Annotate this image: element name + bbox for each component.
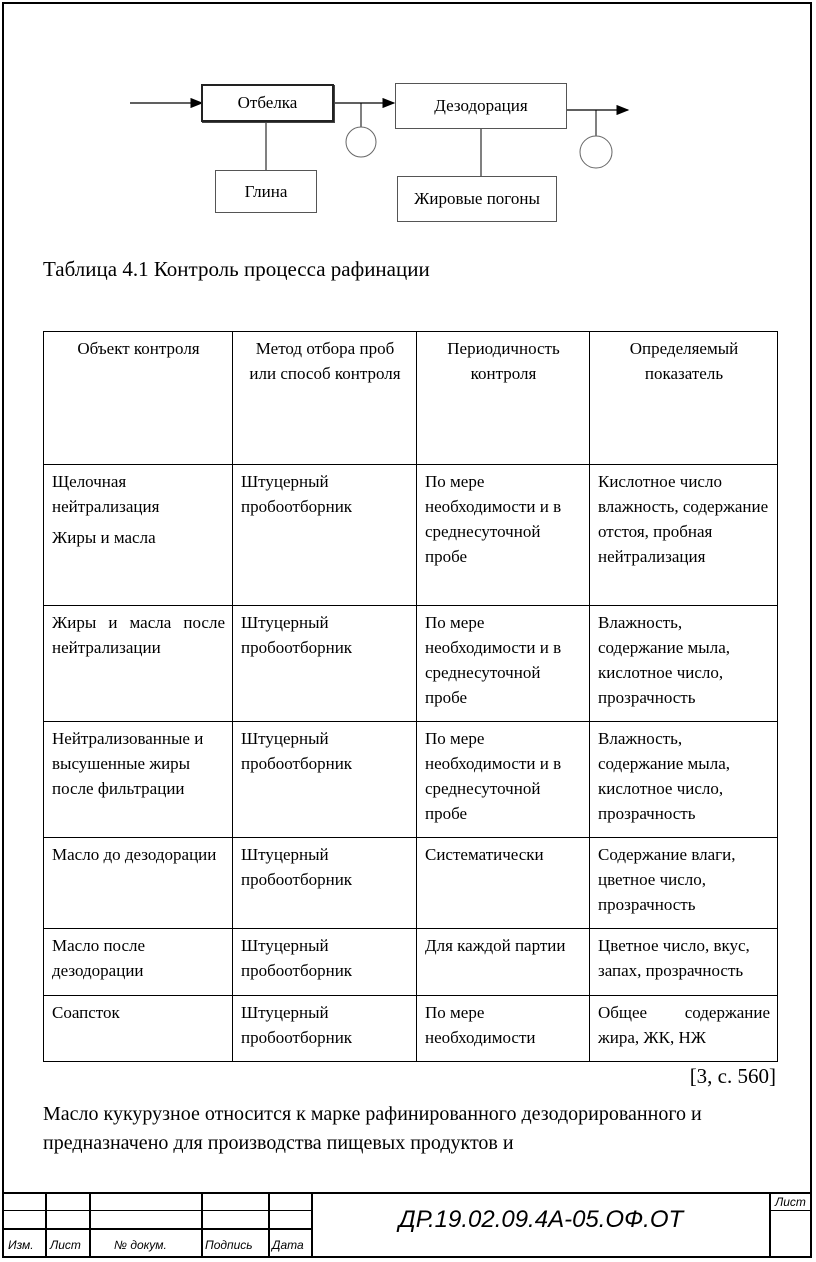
header-method: Метод отбора проб или способ контроля bbox=[233, 332, 417, 465]
cell-object: Масло после дезодорации bbox=[44, 929, 233, 996]
otbelka-label: Отбелка bbox=[237, 93, 298, 112]
document-code: ДР.19.02.09.4А-05.ОФ.ОТ bbox=[398, 1206, 684, 1233]
cell-period: Для каждой партии bbox=[417, 929, 590, 996]
glina-label: Глина bbox=[244, 181, 288, 201]
header-object: Объект контроля bbox=[44, 332, 233, 465]
zhirovye-pogony-box bbox=[397, 176, 557, 222]
cell-object: Масло до дезодорации bbox=[44, 838, 233, 929]
stamp-row-line bbox=[2, 1210, 312, 1211]
cell-method: Штуцерный пробоотборник bbox=[233, 996, 417, 1062]
cell-object-extra: Жиры и масла bbox=[52, 528, 156, 547]
otbelka-box bbox=[201, 84, 334, 122]
control-table bbox=[43, 331, 778, 1062]
stamp-label-podpis: Подпись bbox=[205, 1238, 253, 1252]
glina-box bbox=[215, 170, 317, 213]
cell-indicator: Влажность, содержание мыла, кислотное число, прозрачность bbox=[590, 606, 778, 722]
cell-method: Штуцерный пробоотборник bbox=[233, 465, 417, 606]
stamp-col-line bbox=[89, 1192, 91, 1258]
header-period: Периодичность контроля bbox=[417, 332, 590, 465]
stamp-label-sheet: Лист bbox=[775, 1195, 806, 1209]
cell-method: Штуцерный пробоотборник bbox=[233, 838, 417, 929]
cell-method: Штуцерный пробоотборник bbox=[233, 722, 417, 838]
cell-object-text: Щелочная нейтрализация bbox=[52, 472, 160, 516]
cell-method: Штуцерный пробоотборник bbox=[233, 606, 417, 722]
stamp-label-list: Лист bbox=[50, 1238, 81, 1252]
cell-object: Нейтрализованные и высушенные жиры после фильтрации bbox=[44, 722, 233, 838]
stamp-row-line bbox=[2, 1228, 312, 1230]
cell-indicator: Влажность, содержание мыла, кислотное число, прозрачность bbox=[590, 722, 778, 838]
dezodoraciya-label: Дезодорация bbox=[434, 96, 528, 115]
cell-period: По мере необходимости и в среднесуточной пробе bbox=[417, 606, 590, 722]
cell-object: Соапсток bbox=[44, 996, 233, 1062]
body-paragraph: Масло кукурузное относится к марке рафинированного дезодорированного и предназначено для производства пищевых продуктов и bbox=[43, 1103, 702, 1154]
cell-indicator: Цветное число, вкус, запах, прозрачность bbox=[590, 929, 778, 996]
cell-object: Жиры и масла после нейтрализации bbox=[44, 606, 233, 722]
stamp-col-line bbox=[268, 1192, 270, 1258]
table-row bbox=[44, 838, 778, 929]
table-row bbox=[44, 996, 778, 1062]
header-indicator: Определяемый показатель bbox=[590, 332, 778, 465]
cell-object bbox=[44, 465, 233, 606]
table-row bbox=[44, 465, 778, 606]
table-row bbox=[44, 722, 778, 838]
table-caption: Таблица 4.1 Контроль процесса рафинации bbox=[43, 257, 430, 281]
table-reference: [3, с. 560] bbox=[689, 1064, 776, 1088]
stamp-label-data: Дата bbox=[272, 1238, 304, 1252]
cell-period: По мере необходимости и в среднесуточной пробе bbox=[417, 722, 590, 838]
cell-period: По мере необходимости и в среднесуточной пробе bbox=[417, 465, 590, 606]
cell-method: Штуцерный пробоотборник bbox=[233, 929, 417, 996]
title-block bbox=[2, 1192, 812, 1258]
cell-period: Систематически bbox=[417, 838, 590, 929]
sampler-1-circle bbox=[346, 127, 376, 157]
zhirovye-pogony-label: Жировые погоны bbox=[414, 189, 540, 208]
table-header-row bbox=[44, 332, 778, 465]
stamp-top-line bbox=[2, 1192, 810, 1194]
table-row bbox=[44, 606, 778, 722]
stamp-label-izm: Изм. bbox=[8, 1238, 34, 1252]
cell-indicator: Кислотное число влажность, содержание отстоя, пробная нейтрализация bbox=[590, 465, 778, 606]
cell-indicator: Содержание влаги, цветное число, прозрачность bbox=[590, 838, 778, 929]
table-row bbox=[44, 929, 778, 996]
cell-period: По мере необходимости bbox=[417, 996, 590, 1062]
stamp-col-line bbox=[201, 1192, 203, 1258]
stamp-col-line bbox=[45, 1192, 47, 1258]
sampler-2-circle bbox=[580, 136, 612, 168]
stamp-label-dokum: № докум. bbox=[114, 1238, 167, 1252]
stamp-sheet-line bbox=[770, 1210, 810, 1211]
dezodoraciya-box bbox=[395, 83, 567, 129]
cell-indicator: Общее содержание жира, ЖК, НЖ bbox=[590, 996, 778, 1062]
